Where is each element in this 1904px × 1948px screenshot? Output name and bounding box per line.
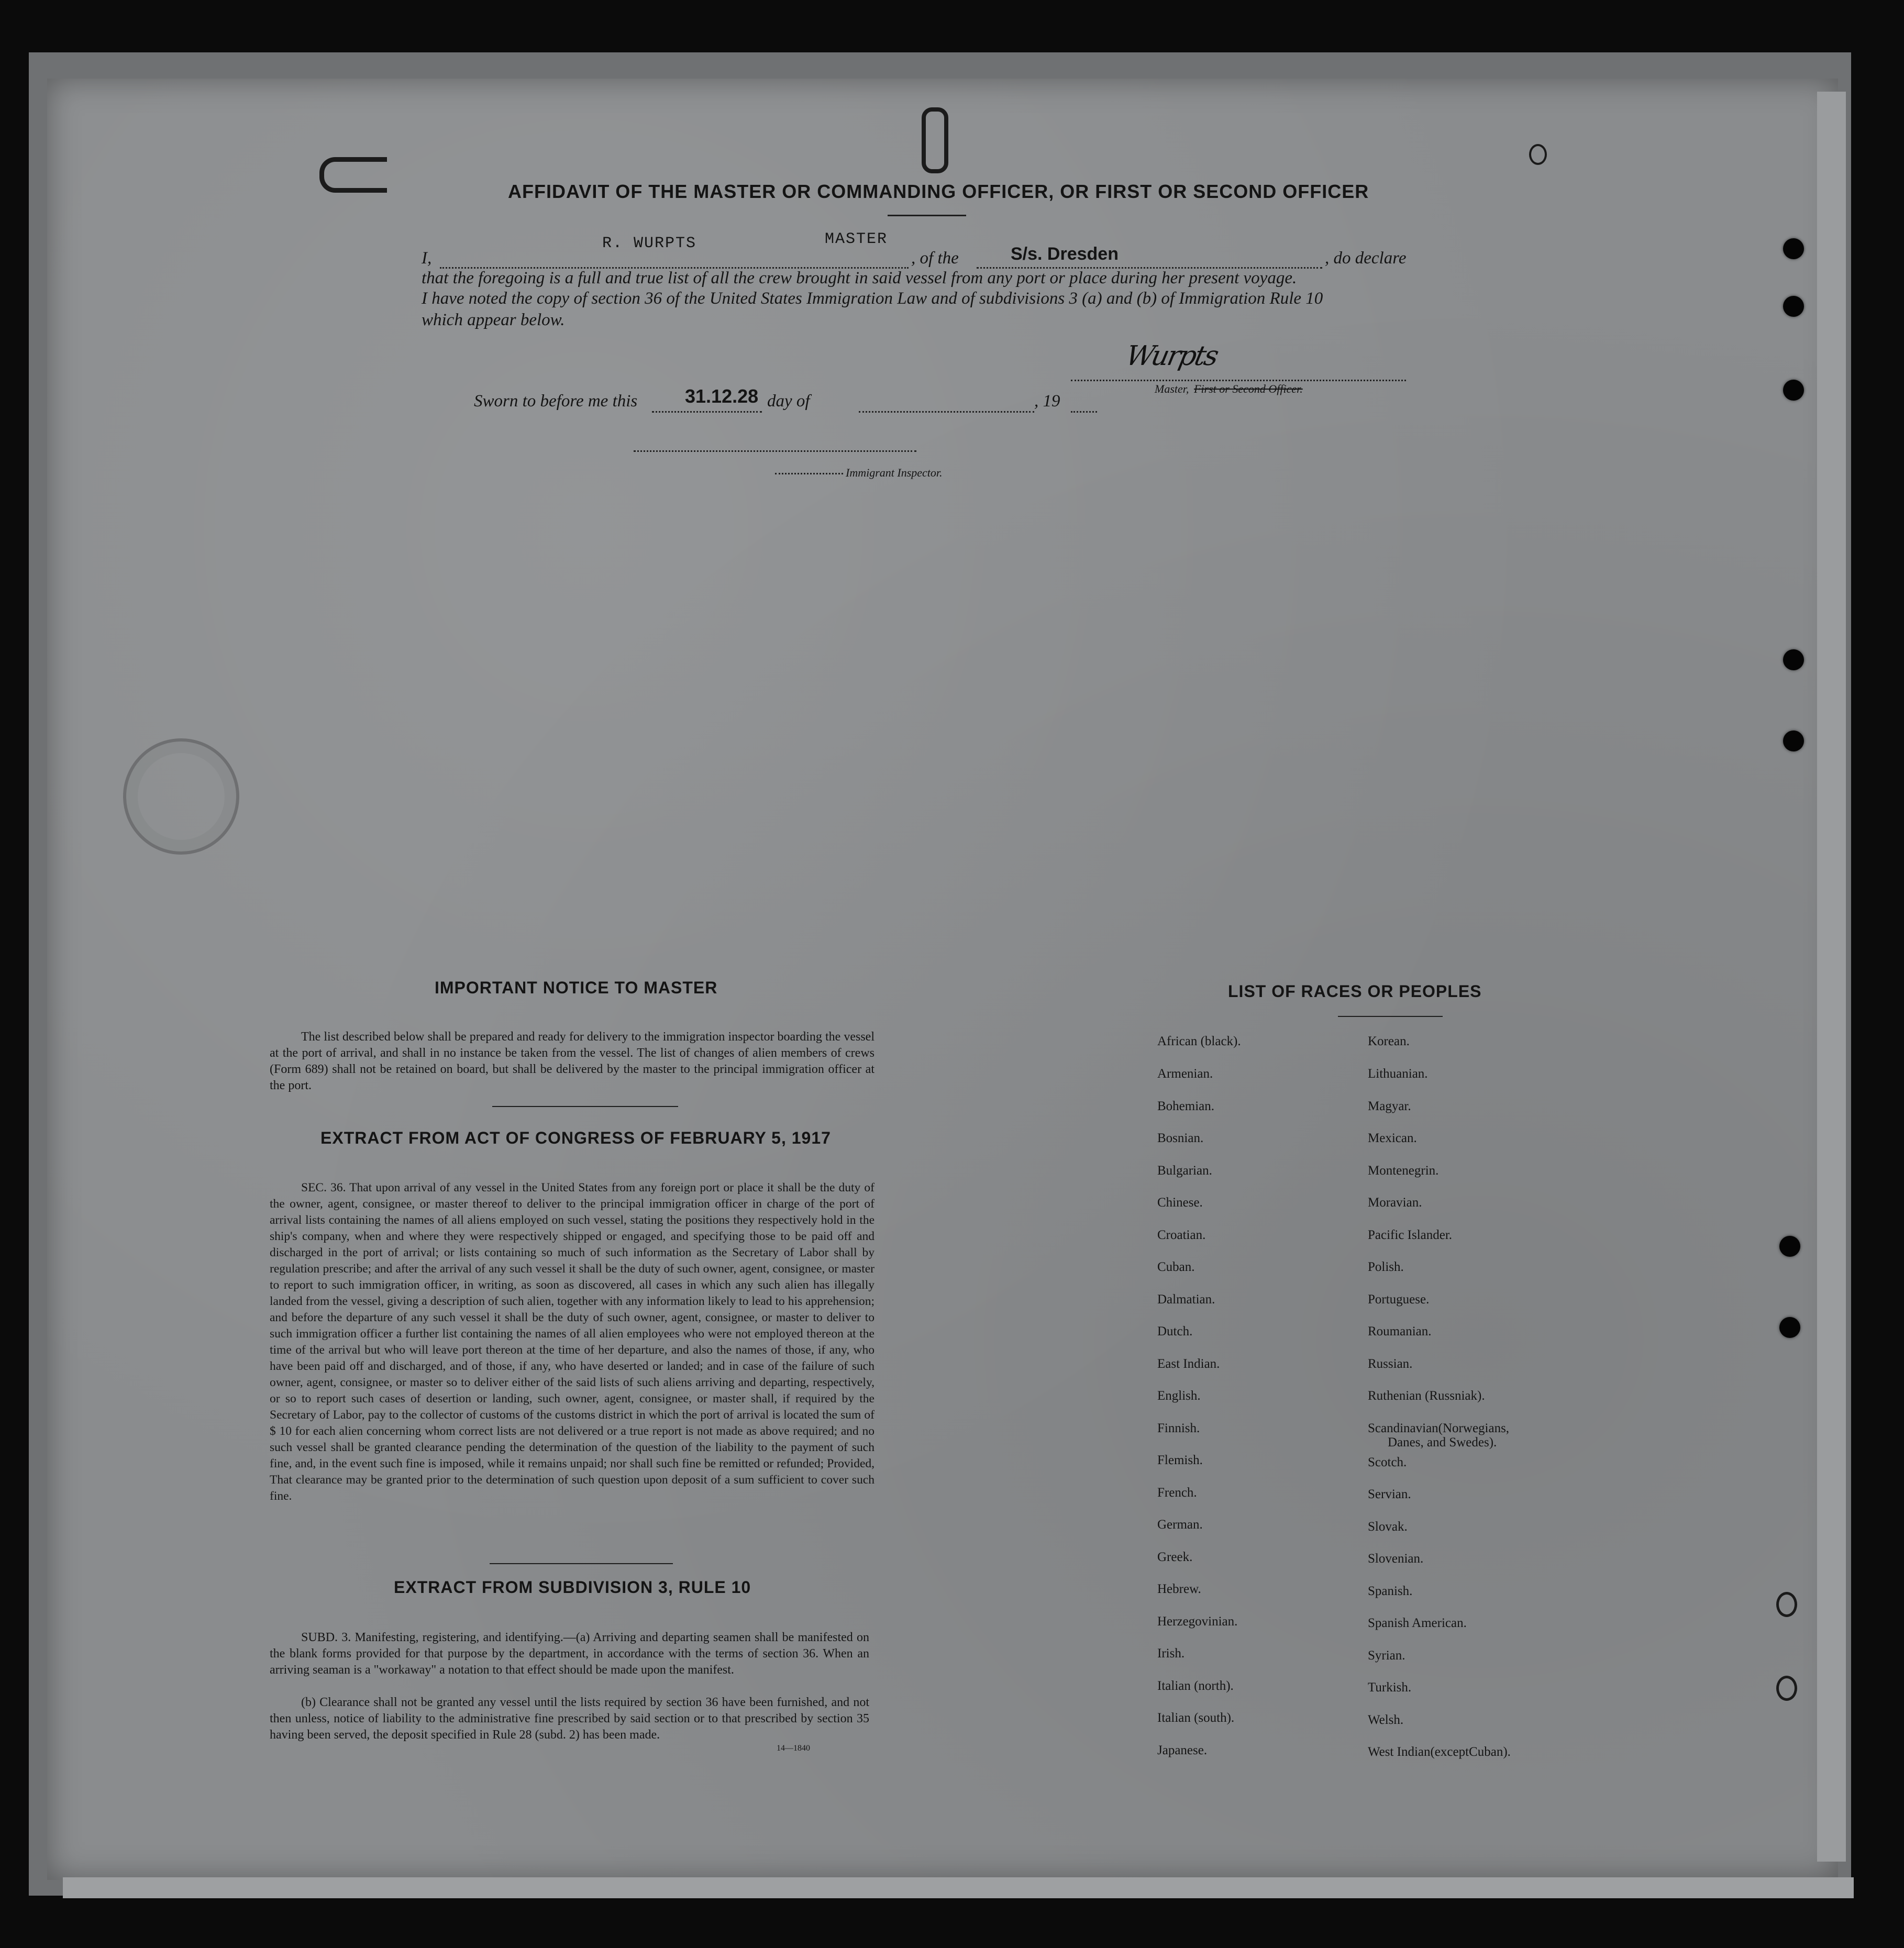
race-item: Italian (north). <box>1157 1679 1234 1693</box>
act-text: SEC. 36. That upon arrival of any vessel in the United States from any foreign port or place it shall be the duty of the owner, agent, consignee, or master thereof to deliver to the principal immigration officer in charge of the port of arrival lists containing the names of all aliens employed on such vessel, stating the positions they respectively hold in the ship's company, when and where they were respectively shipped or engaged, and specifying those to be paid off and discharged in the port of arrival; or lists containing so much of such information as the Secretary of Labor shall by regulation prescribe; and after the arrival of any such vessel it shall be the duty of such owner, agent, consignee, or master to report to such immigration officer, in writing, as soon as discovered, all cases in which any such alien has illegally landed from the vessel, giving a description of such alien, together with any information likely to lead to his apprehension; and before the departure of any such vessel it shall be the duty of such owner, agent, consignee, or master to deliver to such immigration officer a further list containing the names of all alien employees who were not employed thereon at the time of the arrival but who will leave port thereon at the time of her departure, and also the names of those, if any, who have been paid off and discharged, and of those, if any, who have deserted or landed; and in case of the failure of such owner, agent, consignee, or master so to deliver either of the said lists of such aliens arriving and departing, respectively, or so to report such cases of desertion or landing, such owner, agent, consignee, or master shall, if required by the Secretary of Labor, pay to the collector of customs of the customs district in which the port of arrival is located the sum of $ 10 for each alien concerning whom correct lists are not delivered or a true report is not made as above required; and no such vessel shall be granted clearance pending the determination of the question of the liability to the payment of such fine, and, in the event such fine is imposed, while it remains unpaid; nor shall such fine be remitted or refunded; Provided, That clearance may be granted prior to the determination of such question upon deposit of a sum sufficient to cover such fine. <box>270 1181 874 1503</box>
master-name: R. WURPTS <box>602 235 697 252</box>
affidavit-line-4: which appear below. <box>422 311 565 329</box>
declarant-prefix: I, <box>422 249 432 268</box>
punch-hole-icon <box>1783 238 1804 259</box>
race-item: Roumanian. <box>1368 1324 1432 1338</box>
race-item: Moravian. <box>1368 1196 1422 1210</box>
race-item: East Indian. <box>1157 1357 1220 1371</box>
race-item: French. <box>1157 1486 1197 1500</box>
sworn-date-line <box>652 411 762 413</box>
divider <box>490 1563 673 1564</box>
punch-ring-icon <box>1776 1592 1797 1617</box>
punch-hole-icon <box>1783 296 1804 317</box>
punch-hole-icon <box>1779 1317 1800 1338</box>
race-item: Danes, and Swedes). <box>1388 1435 1497 1449</box>
notice-title: IMPORTANT NOTICE TO MASTER <box>435 978 718 997</box>
punch-ring-icon <box>1776 1676 1797 1701</box>
day-of-text: day of <box>767 392 810 411</box>
race-item: Montenegrin. <box>1368 1164 1439 1178</box>
race-item: Italian (south). <box>1157 1711 1235 1725</box>
race-item: Scandinavian(Norwegians, <box>1368 1421 1510 1435</box>
race-item: Pacific Islander. <box>1368 1228 1453 1242</box>
notice-text: The list described below shall be prepared and ready for delivery to the immigration inspector boarding the vessel at the port of arrival, and shall in no instance be taken from the vessel. The list of changes of alien members of crews (Form 689) shall not be retained on board, but shall be delivered by the master to the principal immigration officer at the port. <box>270 1030 874 1092</box>
inspector-line <box>775 473 843 474</box>
race-item: Croatian. <box>1157 1228 1206 1242</box>
year-prefix: , 19 <box>1034 392 1060 411</box>
race-item: Welsh. <box>1368 1713 1404 1727</box>
race-item: Chinese. <box>1157 1196 1203 1210</box>
race-item: Japanese. <box>1157 1743 1208 1757</box>
month-line <box>859 411 1034 413</box>
race-item: Korean. <box>1368 1034 1410 1048</box>
race-item: Armenian. <box>1157 1067 1213 1081</box>
race-item: Irish. <box>1157 1646 1185 1661</box>
clip-mark-icon <box>922 107 948 173</box>
divider <box>888 215 966 216</box>
race-item: Syrian. <box>1368 1648 1405 1663</box>
punch-hole-icon <box>1783 730 1804 751</box>
faded-seal-stamp <box>123 738 239 855</box>
race-item: English. <box>1157 1389 1201 1403</box>
race-item: African (black). <box>1157 1034 1241 1048</box>
master-signature: Wurpts <box>1123 340 1221 372</box>
vessel-name: S/s. Dresden <box>1011 244 1119 264</box>
signature-caption-struck: First or Second Officer. <box>1194 382 1303 395</box>
race-item: Slovak. <box>1368 1520 1408 1534</box>
affidavit-line-2: that the foregoing is a full and true list of all the crew brought in said vessel from any port or place during her present voyage. <box>422 269 1297 287</box>
race-item: Mexican. <box>1368 1131 1417 1145</box>
race-item: Spanish. <box>1368 1584 1413 1598</box>
year-line <box>1071 411 1097 413</box>
race-item: Servian. <box>1368 1487 1411 1501</box>
sworn-date: 31.12.28 <box>685 385 759 407</box>
race-item: Ruthenian (Russniak). <box>1368 1389 1485 1403</box>
race-item: Finnish. <box>1157 1421 1200 1435</box>
race-item: Slovenian. <box>1368 1552 1424 1566</box>
race-item: Flemish. <box>1157 1453 1203 1467</box>
race-item: Turkish. <box>1368 1680 1412 1695</box>
race-item: Polish. <box>1368 1260 1404 1274</box>
race-item: Dalmatian. <box>1157 1292 1215 1307</box>
punch-hole-icon <box>1783 380 1804 401</box>
rule-text-a: SUBD. 3. Manifesting, registering, and identifying.—(a) Arriving and departing seamen shall be manifested on the blank forms provided for that purpose by the department, in accordance with the terms of section 36. When an arriving seaman is a "workaway" a notation to that effect should be made upon the manifest. <box>270 1631 869 1677</box>
affidavit-line-3: I have noted the copy of section 36 of the United States Immigration Law and of subdivisions 3 (a) and (b) of Immigration Rule 10 <box>422 289 1323 308</box>
race-item: Portuguese. <box>1368 1292 1430 1307</box>
punch-hole-icon <box>1779 1236 1800 1257</box>
inspector-signature-line <box>634 450 916 452</box>
signature-caption-master: Master, <box>1155 382 1189 395</box>
race-item: Lithuanian. <box>1368 1067 1428 1081</box>
race-item: West Indian(exceptCuban). <box>1368 1745 1511 1759</box>
race-item: Hebrew. <box>1157 1582 1201 1596</box>
signature-line <box>1071 380 1406 381</box>
race-item: Dutch. <box>1157 1324 1193 1338</box>
race-item: Russian. <box>1368 1357 1413 1371</box>
punch-hole-icon <box>1783 649 1804 670</box>
races-title: LIST OF RACES OR PEOPLES <box>1228 982 1482 1001</box>
document-page <box>47 79 1838 1880</box>
race-item: Bohemian. <box>1157 1099 1215 1113</box>
affidavit-title: AFFIDAVIT OF THE MASTER OR COMMANDING OFFICER, OR FIRST OR SECOND OFFICER <box>508 181 1369 202</box>
race-item: Spanish American. <box>1368 1616 1467 1630</box>
act-title: EXTRACT FROM ACT OF CONGRESS OF FEBRUARY 5, 1917 <box>320 1128 831 1147</box>
race-item: Herzegovinian. <box>1157 1614 1238 1629</box>
master-title: MASTER <box>825 230 888 248</box>
race-item: Bosnian. <box>1157 1131 1204 1145</box>
page-edge <box>1817 92 1846 1862</box>
do-declare-text: , do declare <box>1325 249 1407 268</box>
rule-text-b: (b) Clearance shall not be granted any vessel until the lists required by section 36 have been furnished, and not then unless, notice of liability to the administrative fine prescribed by said section or to that prescribed by section 35 having been served, the deposit specified in Rule 28 (subd. 2) has been made. <box>270 1696 869 1742</box>
divider <box>1338 1016 1443 1017</box>
clip-mark-icon <box>319 157 387 193</box>
form-number: 14—1840 <box>777 1744 810 1753</box>
race-item: Bulgarian. <box>1157 1164 1212 1178</box>
race-item: German. <box>1157 1518 1203 1532</box>
punch-ring-icon <box>1529 144 1547 165</box>
page-bottom-edge <box>63 1877 1854 1898</box>
inspector-label: Immigrant Inspector. <box>846 466 943 479</box>
race-item: Magyar. <box>1368 1099 1411 1113</box>
rule-title: EXTRACT FROM SUBDIVISION 3, RULE 10 <box>394 1578 751 1597</box>
sworn-prefix: Sworn to before me this <box>474 392 638 411</box>
divider <box>492 1106 678 1107</box>
race-item: Cuban. <box>1157 1260 1195 1274</box>
of-the-text: , of the <box>911 249 959 268</box>
race-item: Scotch. <box>1368 1455 1407 1469</box>
race-item: Greek. <box>1157 1550 1193 1564</box>
